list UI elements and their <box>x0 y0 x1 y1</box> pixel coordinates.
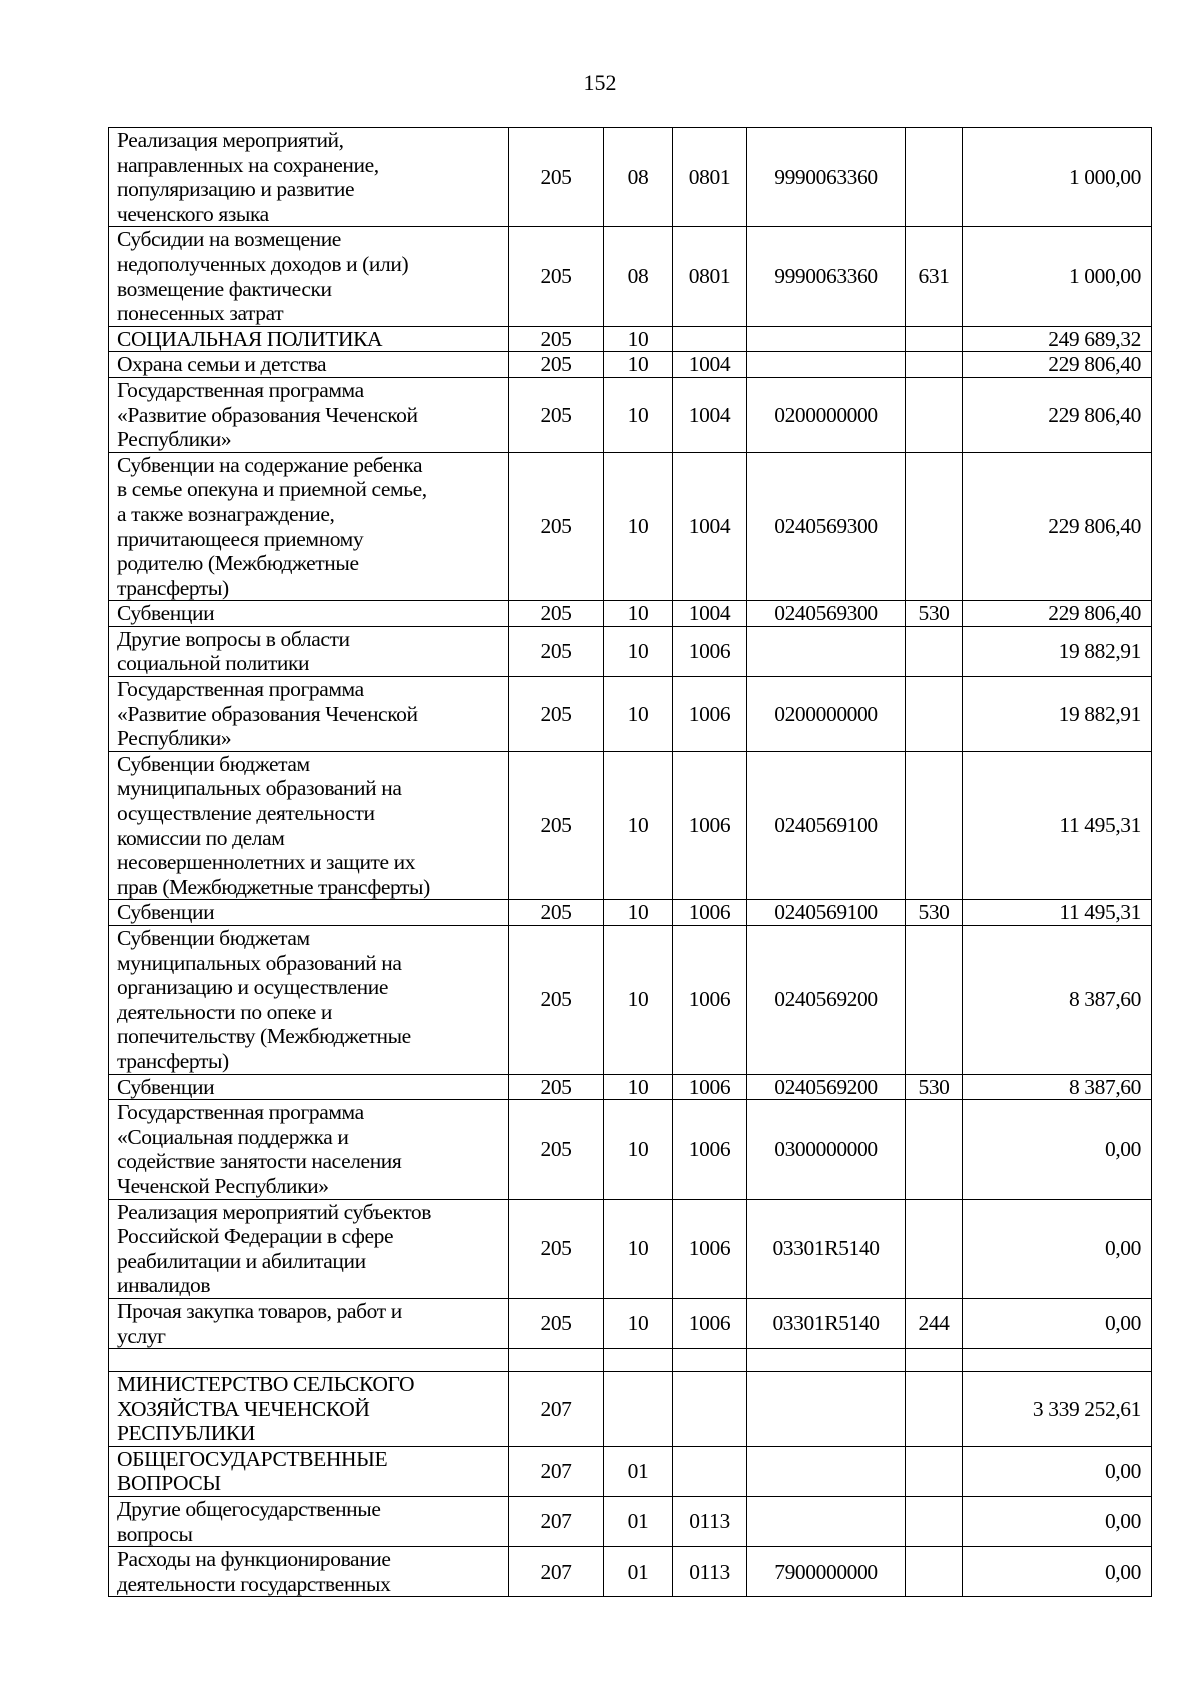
row-name: Субвенции <box>109 1074 509 1100</box>
table-row <box>109 677 1152 752</box>
amount: 8 387,60 <box>963 1074 1152 1100</box>
amount: 0,00 <box>963 1446 1152 1496</box>
code-pr: 1006 <box>673 1100 747 1199</box>
code-csr: 03301R5140 <box>747 1199 906 1298</box>
amount: 1 000,00 <box>963 227 1152 326</box>
amount: 249 689,32 <box>963 326 1152 352</box>
code-pr: 1004 <box>673 452 747 601</box>
code-gr: 205 <box>509 1199 604 1298</box>
code-vr: 530 <box>906 1074 963 1100</box>
code-vr <box>906 377 963 452</box>
table-row <box>109 1497 1152 1547</box>
row-name <box>109 1349 509 1372</box>
row-name: Охрана семьи и детства <box>109 352 509 378</box>
code-pr: 0801 <box>673 227 747 326</box>
code-vr <box>906 1349 963 1372</box>
table-row <box>109 1074 1152 1100</box>
code-vr <box>906 128 963 227</box>
code-pr: 1006 <box>673 926 747 1075</box>
code-pr: 0113 <box>673 1497 747 1547</box>
code-csr: 0240569200 <box>747 926 906 1075</box>
code-csr: 03301R5140 <box>747 1298 906 1348</box>
code-rz: 10 <box>604 1074 673 1100</box>
code-rz: 10 <box>604 626 673 676</box>
code-csr: 7900000000 <box>747 1547 906 1597</box>
table-row <box>109 926 1152 1075</box>
code-vr <box>906 1497 963 1547</box>
code-gr: 205 <box>509 326 604 352</box>
amount: 229 806,40 <box>963 601 1152 627</box>
code-pr: 1004 <box>673 601 747 627</box>
amount: 229 806,40 <box>963 352 1152 378</box>
table-row <box>109 1446 1152 1496</box>
table-row <box>109 352 1152 378</box>
amount: 8 387,60 <box>963 926 1152 1075</box>
code-vr <box>906 1547 963 1597</box>
code-pr <box>673 326 747 352</box>
empty-row <box>109 1349 1152 1372</box>
code-csr: 0240569200 <box>747 1074 906 1100</box>
code-pr: 1006 <box>673 1074 747 1100</box>
code-csr <box>747 626 906 676</box>
code-gr: 207 <box>509 1446 604 1496</box>
code-pr: 1006 <box>673 626 747 676</box>
table-row <box>109 377 1152 452</box>
code-pr: 0113 <box>673 1547 747 1597</box>
amount: 11 495,31 <box>963 900 1152 926</box>
row-name: Реализация мероприятий субъектов Российской Федерации в сфере реабилитации и абилитации инвалидов <box>109 1199 509 1298</box>
amount: 229 806,40 <box>963 452 1152 601</box>
code-vr: 530 <box>906 900 963 926</box>
code-rz: 10 <box>604 1298 673 1348</box>
code-vr <box>906 926 963 1075</box>
row-name: Государственная программа «Социальная поддержка и содействие занятости населения Чеченской Республики» <box>109 1100 509 1199</box>
code-rz: 10 <box>604 751 673 900</box>
code-pr: 1006 <box>673 677 747 752</box>
code-rz: 10 <box>604 1100 673 1199</box>
table-row <box>109 1298 1152 1348</box>
code-pr: 1004 <box>673 377 747 452</box>
table-row <box>109 626 1152 676</box>
table-row <box>109 601 1152 627</box>
code-vr <box>906 326 963 352</box>
budget-table-body <box>109 128 1152 1597</box>
row-name: Расходы на функционирование деятельности государственных <box>109 1547 509 1597</box>
code-pr: 1006 <box>673 1199 747 1298</box>
code-pr: 1004 <box>673 352 747 378</box>
code-csr: 9990063360 <box>747 128 906 227</box>
amount: 0,00 <box>963 1100 1152 1199</box>
code-pr <box>673 1349 747 1372</box>
code-csr: 0240569100 <box>747 751 906 900</box>
amount: 0,00 <box>963 1547 1152 1597</box>
code-pr <box>673 1372 747 1447</box>
code-gr: 207 <box>509 1547 604 1597</box>
code-gr: 205 <box>509 452 604 601</box>
table-row <box>109 452 1152 601</box>
row-name: Государственная программа «Развитие образования Чеченской Республики» <box>109 377 509 452</box>
code-vr <box>906 1446 963 1496</box>
code-pr: 0801 <box>673 128 747 227</box>
amount: 0,00 <box>963 1497 1152 1547</box>
code-vr <box>906 626 963 676</box>
code-vr <box>906 352 963 378</box>
row-name: Другие вопросы в области социальной политики <box>109 626 509 676</box>
table-row <box>109 1372 1152 1447</box>
amount: 11 495,31 <box>963 751 1152 900</box>
row-name: Субсидии на возмещение недополученных доходов и (или) возмещение фактически понесенных затрат <box>109 227 509 326</box>
table-row <box>109 326 1152 352</box>
code-pr: 1006 <box>673 751 747 900</box>
code-gr: 205 <box>509 128 604 227</box>
amount: 0,00 <box>963 1298 1152 1348</box>
amount: 19 882,91 <box>963 677 1152 752</box>
budget-table <box>108 127 1152 1597</box>
code-csr: 0300000000 <box>747 1100 906 1199</box>
code-rz: 01 <box>604 1497 673 1547</box>
row-name: СОЦИАЛЬНАЯ ПОЛИТИКА <box>109 326 509 352</box>
code-csr: 0240569300 <box>747 452 906 601</box>
table-row <box>109 900 1152 926</box>
code-csr <box>747 326 906 352</box>
row-name: ОБЩЕГОСУДАРСТВЕННЫЕ ВОПРОСЫ <box>109 1446 509 1496</box>
code-csr <box>747 352 906 378</box>
amount: 229 806,40 <box>963 377 1152 452</box>
code-vr <box>906 1100 963 1199</box>
code-csr: 0240569100 <box>747 900 906 926</box>
code-gr: 205 <box>509 626 604 676</box>
code-vr <box>906 1372 963 1447</box>
row-name: Субвенции бюджетам муниципальных образований на организацию и осуществление деятельности по опеке и попечительству (Межбюджетные трансферты) <box>109 926 509 1075</box>
code-gr: 205 <box>509 677 604 752</box>
code-vr: 631 <box>906 227 963 326</box>
amount <box>963 1349 1152 1372</box>
table-row <box>109 751 1152 900</box>
code-gr: 205 <box>509 900 604 926</box>
row-name: Другие общегосударственные вопросы <box>109 1497 509 1547</box>
amount: 3 339 252,61 <box>963 1372 1152 1447</box>
code-csr <box>747 1372 906 1447</box>
code-gr: 205 <box>509 377 604 452</box>
code-rz: 08 <box>604 227 673 326</box>
table-row <box>109 1547 1152 1597</box>
code-vr <box>906 751 963 900</box>
code-rz: 10 <box>604 677 673 752</box>
code-rz: 10 <box>604 377 673 452</box>
code-gr: 205 <box>509 751 604 900</box>
code-rz: 10 <box>604 900 673 926</box>
code-gr: 205 <box>509 1298 604 1348</box>
code-pr <box>673 1446 747 1496</box>
code-rz: 10 <box>604 1199 673 1298</box>
row-name: Субвенции <box>109 900 509 926</box>
code-rz: 08 <box>604 128 673 227</box>
table-row <box>109 1199 1152 1298</box>
code-vr: 530 <box>906 601 963 627</box>
row-name: Субвенции на содержание ребенка в семье опекуна и приемной семье, а также вознаграждение, причитающееся приемному родителю (Межбюджетные трансферты) <box>109 452 509 601</box>
code-pr: 1006 <box>673 1298 747 1348</box>
code-gr: 207 <box>509 1497 604 1547</box>
code-vr <box>906 452 963 601</box>
row-name: Субвенции бюджетам муниципальных образований на осуществление деятельности комиссии по делам несовершеннолетних и защите их прав (Межбюджетные трансферты) <box>109 751 509 900</box>
code-csr: 0200000000 <box>747 377 906 452</box>
code-rz: 10 <box>604 601 673 627</box>
code-vr <box>906 677 963 752</box>
code-gr <box>509 1349 604 1372</box>
code-csr: 9990063360 <box>747 227 906 326</box>
code-csr: 0200000000 <box>747 677 906 752</box>
table-row <box>109 128 1152 227</box>
code-rz: 10 <box>604 926 673 1075</box>
code-csr <box>747 1349 906 1372</box>
code-vr <box>906 1199 963 1298</box>
page-number: 152 <box>583 70 617 95</box>
row-name: Субвенции <box>109 601 509 627</box>
code-csr <box>747 1446 906 1496</box>
code-gr: 205 <box>509 227 604 326</box>
row-name: Прочая закупка товаров, работ и услуг <box>109 1298 509 1348</box>
code-rz: 10 <box>604 452 673 601</box>
code-gr: 205 <box>509 1100 604 1199</box>
code-pr: 1006 <box>673 900 747 926</box>
code-rz <box>604 1372 673 1447</box>
code-rz: 10 <box>604 326 673 352</box>
table-row <box>109 227 1152 326</box>
row-name: Государственная программа «Развитие образования Чеченской Республики» <box>109 677 509 752</box>
code-rz: 01 <box>604 1446 673 1496</box>
amount: 0,00 <box>963 1199 1152 1298</box>
amount: 1 000,00 <box>963 128 1152 227</box>
row-name: Реализация мероприятий, направленных на сохранение, популяризацию и развитие чеченского языка <box>109 128 509 227</box>
code-csr <box>747 1497 906 1547</box>
code-rz: 10 <box>604 352 673 378</box>
amount: 19 882,91 <box>963 626 1152 676</box>
code-gr: 205 <box>509 352 604 378</box>
code-gr: 205 <box>509 1074 604 1100</box>
code-gr: 205 <box>509 601 604 627</box>
row-name: МИНИСТЕРСТВО СЕЛЬСКОГО ХОЗЯЙСТВА ЧЕЧЕНСКОЙ РЕСПУБЛИКИ <box>109 1372 509 1447</box>
code-rz: 01 <box>604 1547 673 1597</box>
code-csr: 0240569300 <box>747 601 906 627</box>
code-rz <box>604 1349 673 1372</box>
code-gr: 205 <box>509 926 604 1075</box>
code-vr: 244 <box>906 1298 963 1348</box>
table-row <box>109 1100 1152 1199</box>
code-gr: 207 <box>509 1372 604 1447</box>
